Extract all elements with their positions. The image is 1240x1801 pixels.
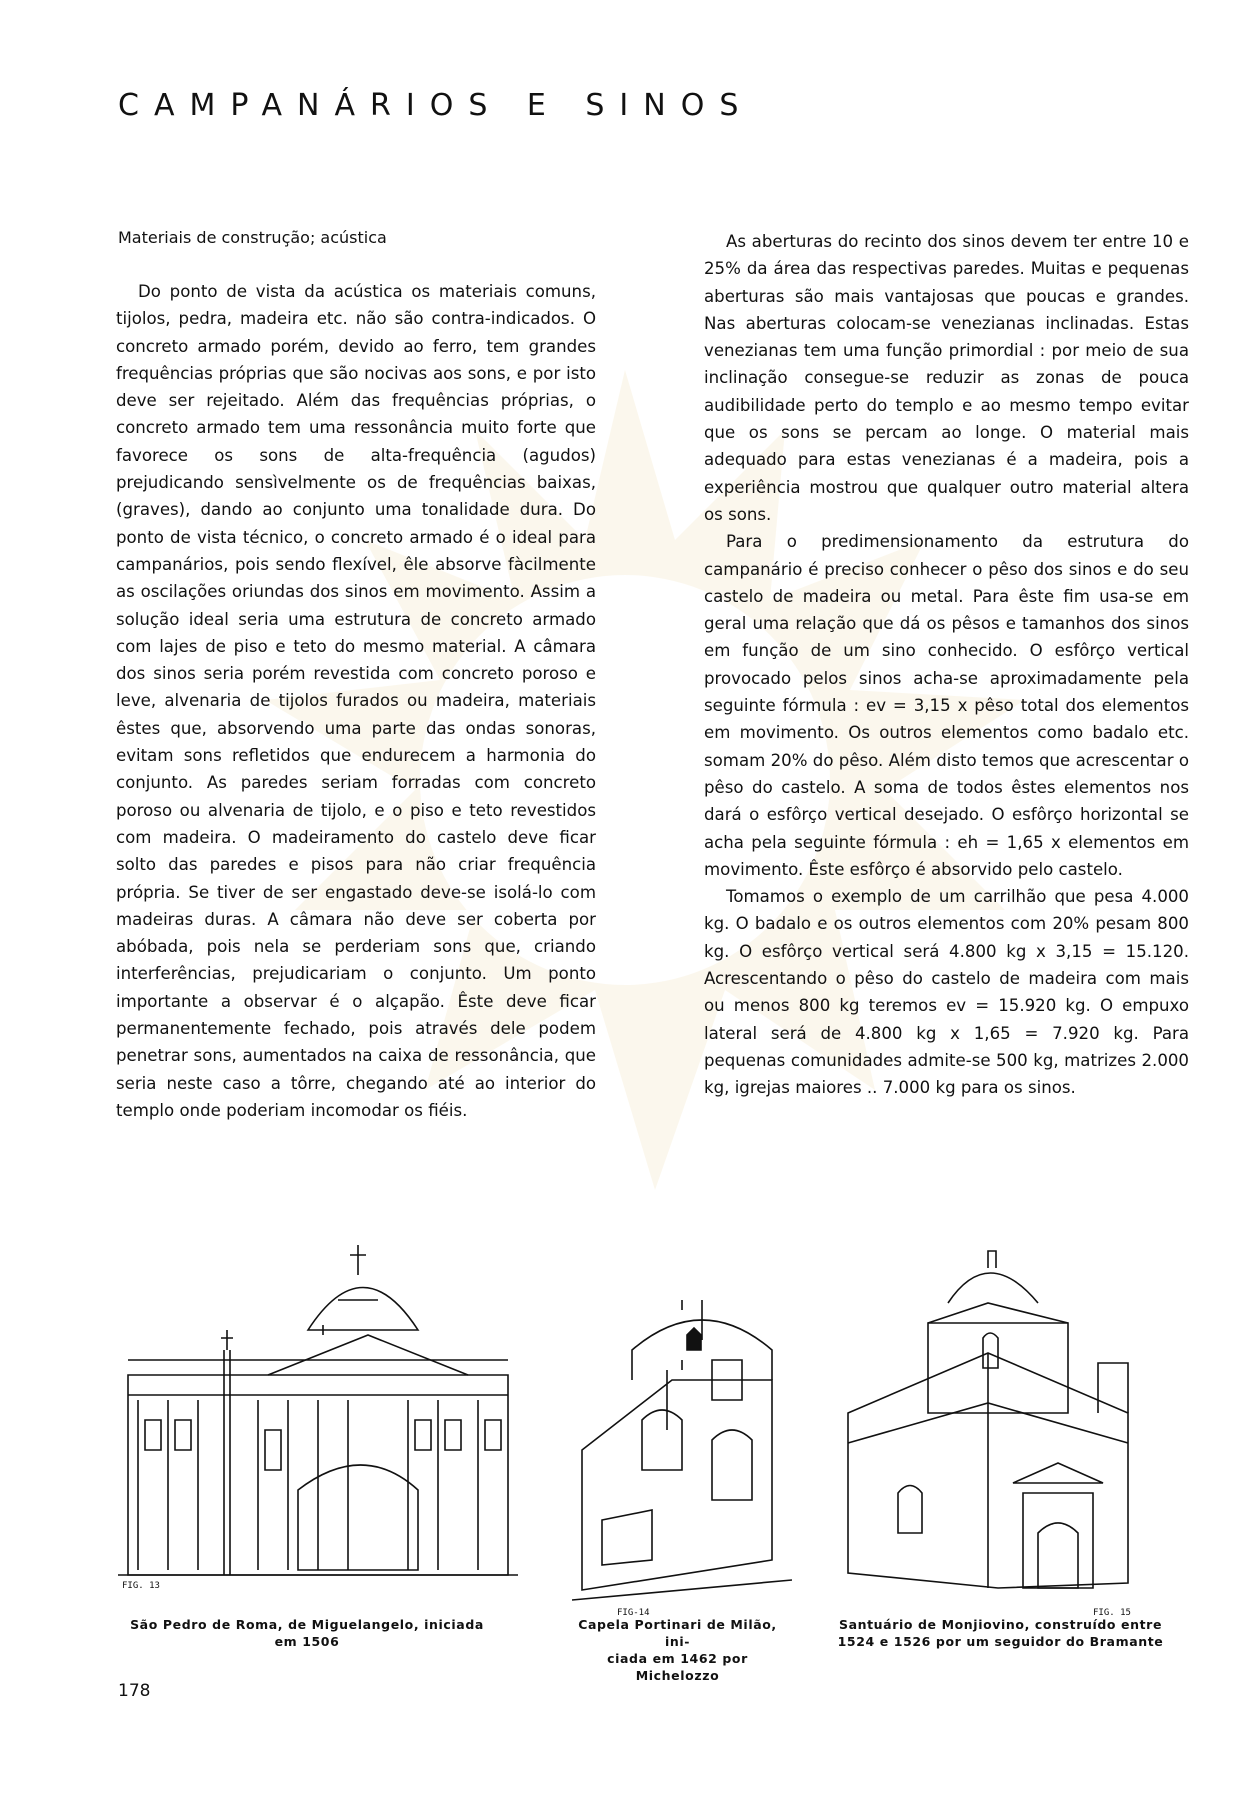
fig-13-label: FIG. 13 bbox=[122, 1581, 160, 1591]
caption-fig-13-line2: em 1506 bbox=[274, 1634, 340, 1649]
fig-15-label: FIG. 15 bbox=[1093, 1608, 1131, 1618]
fig-14-label: FIG-14 bbox=[617, 1608, 650, 1618]
caption-fig-15-line1: Santuário de Monjiovino, construído entre bbox=[838, 1617, 1163, 1632]
caption-fig-14-line1: Capela Portinari de Milão, ini- bbox=[578, 1617, 777, 1649]
right-paragraph-1: As aberturas do recinto dos sinos devem ter entre 10 e 25% da área das respectivas paredes. Muitas e pequenas aberturas são mais vantajosas que poucas e grandes. Nas aberturas colocam-se venezianas inclinadas. Estas venezianas tem uma função primordial : por meio de sua inclinação consegue-se reduzir as zonas de pouca audibilidade perto do templo e ao mesmo tempo evitar que os sons se percam ao longe. O material mais adequado para estas venezianas é a madeira, pois a experiência mostrou que qualquer outro material altera os sons. bbox=[704, 232, 1189, 524]
page-number: 178 bbox=[118, 1681, 151, 1701]
caption-fig-13 bbox=[118, 1616, 496, 1650]
caption-fig-15 bbox=[828, 1616, 1173, 1650]
left-paragraph: Do ponto de vista da acústica os materiais comuns, tijolos, pedra, madeira etc. não são contra-indicados. O concreto armado porém, devido ao ferro, tem grandes frequências próprias que são nocivas aos sons, e por isto deve ser rejeitado. Além das frequências próprias, o concreto armado tem uma ressonância muito forte que favorece os sons de alta-frequência (agudos) prejudicando sensìvelmente os de frequências baixas, (graves), dando ao conjunto uma tonalidade dura. Do ponto de vista técnico, o concreto armado é o ideal para campanários, pois sendo flexível, êle absorve fàcilmente as oscilações oriundas dos sinos em movimento. Assim a solução ideal seria uma estrutura de concreto armado com lajes de piso e teto do mesmo material. A câmara dos sinos seria porém revestida com concreto poroso e leve, alvenaria de tijolos furados ou madeira, materiais êstes que, absorvendo uma parte das ondas sonoras, evitam sons refletidos que endurecem a harmonia do conjunto. As paredes seriam forradas com concreto poroso ou alvenaria de tijolo, e o piso e teto revestidos com madeira. O madeiramento do castelo deve ficar solto das paredes e pisos para não criar frequência própria. Se tiver de ser engastado deve-se isolá-lo com madeiras duras. A câmara não deve ser coberta por abóbada, pois nela se perderiam sons que, criando interferências, prejudicariam o conjunto. Um ponto importante a observar é o alçapão. Êste deve ficar permanentemente fechado, pois através dele podem penetrar sons, aumentados na caixa de ressonância, que seria neste caso a tôrre, chegando até ao interior do templo onde poderiam incomodar os fiéis. bbox=[116, 282, 596, 1120]
caption-fig-14 bbox=[565, 1616, 790, 1684]
caption-fig-14-line2: ciada em 1462 por Michelozzo bbox=[607, 1651, 748, 1683]
caption-fig-15-line2: 1524 e 1526 por um seguidor do Bramante bbox=[837, 1634, 1164, 1649]
right-paragraph-3: Tomamos o exemplo de um carrilhão que pesa 4.000 kg. O badalo e os outros elementos com 20% pesam 800 kg. O esfôrço vertical será 4.800 kg x 3,15 = 15.120. Acrescentando o pêso do castelo de madeira com mais ou menos 800 kg teremos ev = 15.920 kg. O empuxo lateral será de 4.800 kg x 1,65 = 7.920 kg. Para pequenas comunidades admite-se 500 kg, matrizes 2.000 kg, igrejas maiores .. 7.000 kg para os sinos. bbox=[704, 887, 1189, 1098]
figure-sao-pedro bbox=[118, 1230, 518, 1605]
section-heading: Materiais de construção; acústica bbox=[118, 228, 387, 247]
capela-portinari-drawing bbox=[572, 1300, 792, 1620]
page-title: CAMPANÁRIOS E SINOS bbox=[118, 88, 754, 123]
figure-capela-portinari bbox=[572, 1300, 792, 1620]
left-column bbox=[116, 278, 596, 1124]
sao-pedro-drawing bbox=[118, 1230, 518, 1605]
monjiovino-drawing bbox=[838, 1243, 1138, 1623]
figure-monjiovino bbox=[838, 1243, 1138, 1623]
caption-fig-13-line1: São Pedro de Roma, de Miguelangelo, iniciada bbox=[130, 1617, 484, 1632]
right-paragraph-2: Para o predimensionamento da estrutura do campanário é preciso conhecer o pêso dos sinos e do seu castelo de madeira ou metal. Para êste fim usa-se em geral uma relação que dá os pêsos e tamanhos dos sinos em função de um sino conhecido. O esfôrço vertical provocado pelos sinos acha-se aproximadamente pela seguinte fórmula : ev = 3,15 x pêso total dos elementos em movimento. Os outros elementos como badalo etc. somam 20% do pêso. Além disto temos que acrescentar o pêso do castelo. A soma de todos êstes elementos nos dará o esfôrço vertical desejado. O esfôrço horizontal se acha pela seguinte fórmula : eh = 1,65 x elementos em movimento. Êste esfôrço é absorvido pelo castelo. bbox=[704, 532, 1189, 879]
right-column bbox=[704, 228, 1189, 1102]
